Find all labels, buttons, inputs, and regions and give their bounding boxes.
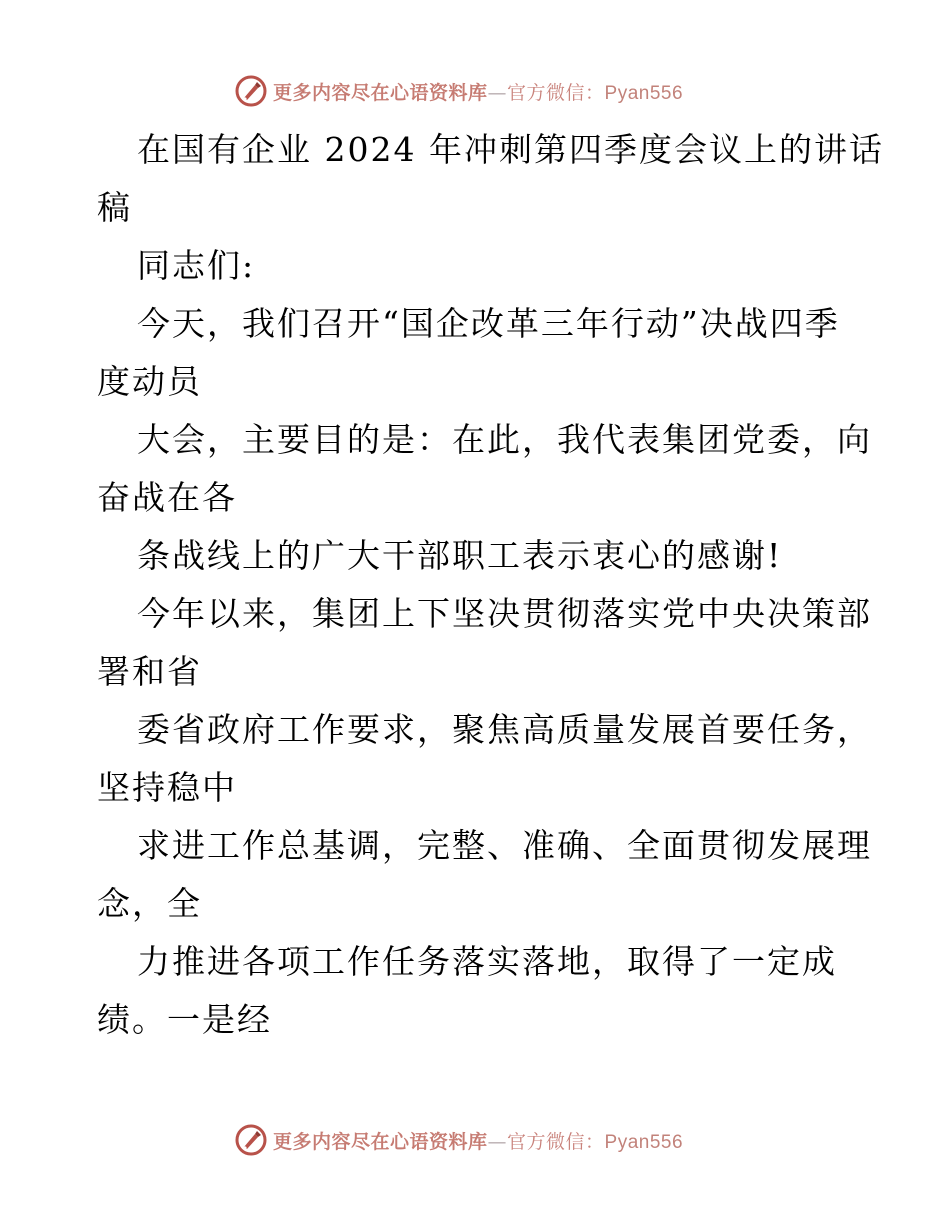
banner-title: 更多内容尽在心语资料库 [273,1130,488,1153]
document-line: 同志们: [137,246,256,285]
footer-watermark-banner [235,1122,683,1158]
document-line: 稿 [97,188,132,227]
pen-logo-icon [235,75,267,107]
document-line: 坚持稳中 [97,768,237,807]
document-line: 度动员 [97,362,202,401]
document-line: 求进工作总基调，完整、准确、全面贯彻发展理 [137,826,872,865]
banner-wechat-id: Pyan556 [604,1131,684,1153]
document-line: 奋战在各 [97,478,237,517]
banner-text [273,78,683,105]
header-watermark-banner [235,73,683,109]
document-line: 今天，我们召开“国企改革三年行动”决战四季 [137,304,840,343]
document-line: 署和省 [97,652,202,691]
banner-label: 官方微信： [507,81,605,104]
document-line: 今年以来，集团上下坚决贯彻落实党中央决策部 [137,594,872,633]
document-line: 条战线上的广大干部职工表示衷心的感谢! [137,536,783,575]
banner-dash: — [487,81,508,104]
document-line: 念，全 [97,884,202,923]
pen-logo-icon [235,1124,267,1156]
banner-dash: — [487,1130,508,1153]
banner-label: 官方微信： [507,1130,605,1153]
document-line: 绩。一是经 [97,1000,272,1039]
document-body [97,121,884,1049]
banner-title: 更多内容尽在心语资料库 [273,81,488,104]
document-line: 委省政府工作要求，聚焦高质量发展首要任务， [137,710,872,749]
document-line: 大会，主要目的是：在此，我代表集团党委，向 [137,420,872,459]
document-line: 力推进各项工作任务落实落地，取得了一定成 [137,942,837,981]
document-line: 在国有企业 2024 年冲刺第四季度会议上的讲话 [137,130,884,169]
banner-wechat-id: Pyan556 [604,82,684,104]
banner-text [273,1127,683,1154]
